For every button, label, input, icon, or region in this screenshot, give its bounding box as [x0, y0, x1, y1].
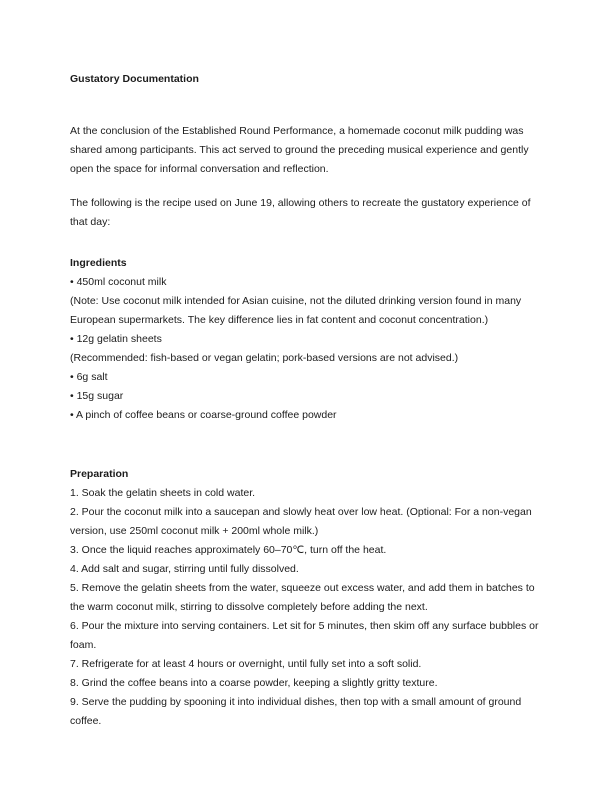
- preparation-step: 3. Once the liquid reaches approximately 60–70℃, turn off the heat.: [70, 544, 387, 556]
- preparation-step: 6. Pour the mixture into serving containers. Let sit for 5 minutes, then skim off any surface bubbles or foam.: [70, 620, 539, 651]
- preparation-step: 5. Remove the gelatin sheets from the water, squeeze out excess water, and add them in batches to the warm coconut milk, stirring to dissolve completely before adding the next.: [70, 582, 535, 613]
- ingredients-section: [70, 254, 545, 425]
- ingredient-line: • 450ml coconut milk: [70, 276, 167, 288]
- preparation-step: 4. Add salt and sugar, stirring until fully dissolved.: [70, 563, 299, 575]
- ingredient-note: (Note: Use coconut milk intended for Asian cuisine, not the diluted drinking version found in many European supermarkets. The key difference lies in fat content and coconut concentration.): [70, 295, 522, 326]
- recipe-intro-paragraph: The following is the recipe used on June 19, allowing others to recreate the gustatory experience of that day:: [70, 197, 531, 228]
- ingredients-heading: Ingredients: [70, 257, 127, 269]
- document-title: Gustatory Documentation: [70, 73, 199, 85]
- preparation-step: 8. Grind the coffee beans into a coarse powder, keeping a slightly gritty texture.: [70, 677, 438, 689]
- ingredient-line: • A pinch of coffee beans or coarse-ground coffee powder: [70, 409, 337, 421]
- preparation-step: 7. Refrigerate for at least 4 hours or overnight, until fully set into a soft solid.: [70, 658, 422, 670]
- preparation-section: [70, 465, 545, 731]
- ingredient-note: (Recommended: fish-based or vegan gelatin; pork-based versions are not advised.): [70, 352, 459, 364]
- ingredient-line: • 12g gelatin sheets: [70, 333, 162, 345]
- preparation-step: 1. Soak the gelatin sheets in cold water.: [70, 487, 256, 499]
- intro-paragraph: At the conclusion of the Established Round Performance, a homemade coconut milk pudding was shared among participants. This act served to ground the preceding musical experience and gently open the space for informal conversation and reflection.: [70, 125, 529, 175]
- ingredient-line: • 6g salt: [70, 371, 108, 383]
- preparation-heading: Preparation: [70, 468, 129, 480]
- preparation-step: 2. Pour the coconut milk into a saucepan and slowly heat over low heat. (Optional: For a non-vegan version, use 250ml coconut milk + 200ml whole milk.): [70, 506, 532, 537]
- preparation-step: 9. Serve the pudding by spooning it into individual dishes, then top with a small amount of ground coffee.: [70, 696, 522, 727]
- ingredient-line: • 15g sugar: [70, 390, 124, 402]
